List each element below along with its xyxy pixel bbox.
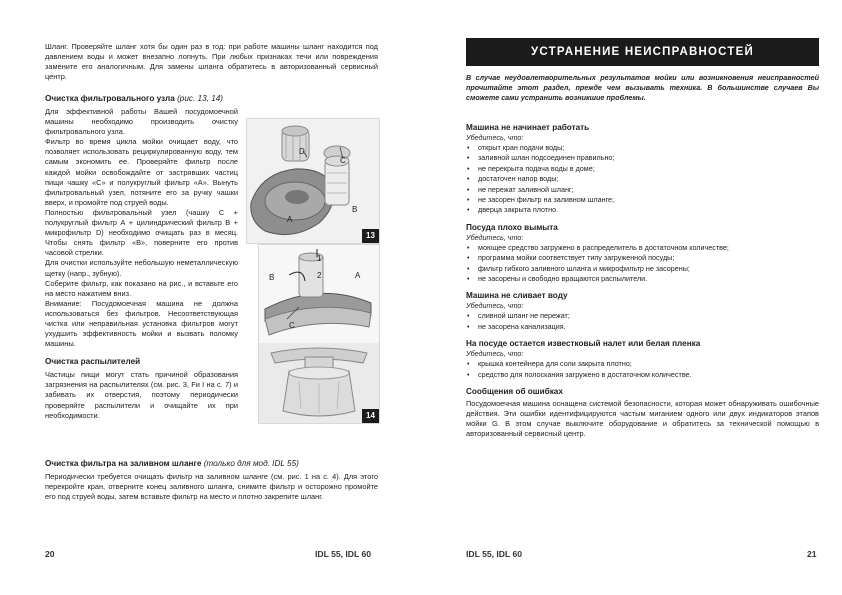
list-item: • программа мойки соответствует типу загруженной посуды;	[466, 253, 819, 263]
check-list	[466, 359, 819, 380]
fig14-label-1: 1	[317, 254, 322, 263]
figure-13-number: 13	[362, 229, 379, 243]
filter-heading-text: Очистка фильтровального узла	[45, 94, 175, 103]
left-footer-model: IDL 55, IDL 60	[315, 549, 372, 559]
section-heading: Машина не сливает воду	[466, 291, 568, 301]
errors-text: Посудомоечная машина оснащена системой безопасности, которая может обнаруживать ошибочные действия. Эти ошибки идентифицируются частым миганием одного или двух индикаторов этапов мойки G. В этом случае выключите оборудование и обратитесь за технической помощью в авторизованный сервисный центр.	[466, 399, 819, 439]
filter-text-1: Для эффективной работы Вашей посудомоечной машины необходимо производить очистку фильтровального узла.	[45, 107, 238, 137]
section-limescale	[466, 338, 819, 380]
section-no-drain	[466, 290, 819, 332]
hose-filter-heading-note: (только для мод. IDL 55)	[203, 459, 299, 468]
list-item: • открыт кран подачи воды;	[466, 143, 819, 153]
filter-text-2: Фильтр во время цикла мойки очищает воду, что позволяет использовать рециркулированную воду, тем самым экономить ее. Проверяйте фильтр после каждой мойки освобождайте от застрявших частиц пищи чашку «С» и полукруглый фильтр «А». Вынуть фильтровальный узел, потяните его за ручку чашки вверх, и промойте под струей воды.	[45, 137, 238, 207]
fig13-label-c: C	[340, 156, 346, 165]
list-item: • не засорена канализация.	[466, 322, 819, 332]
list-item: • крышка контейнера для соли закрыта плотно;	[466, 359, 819, 369]
section-poorly-washed	[466, 222, 819, 285]
section-heading: На посуде остается известковый налет или белая пленка	[466, 339, 701, 349]
fig14-label-c: C	[289, 321, 295, 330]
filter-text-4: Для очистки используйте небольшую неметаллическую щетку (напр., зубную).	[45, 258, 238, 278]
hose-filter-heading	[45, 458, 378, 469]
section-heading: Машина не начинает работать	[466, 123, 590, 132]
filter-cleaning-heading	[45, 93, 345, 104]
spray-arms-heading: Очистка распылителей	[45, 357, 141, 367]
section-check: Убедитесь, что:	[466, 349, 524, 359]
right-footer-model: IDL 55, IDL 60	[466, 549, 523, 559]
section-heading: Посуда плохо вымыта	[466, 222, 558, 232]
troubleshooting-sections	[466, 122, 819, 439]
left-page-number: 20	[45, 549, 55, 559]
section-not-starting	[466, 122, 819, 216]
section-check: Убедитесь, что:	[466, 301, 524, 311]
spray-arms-text: Частицы пищи могут стать причиной образования загрязнения на распылителях (см. рис. 3, Fи I на с. 7) и забивать их отверстия, поэтому периодически проверяйте распылители и очищайте их при необходимости.	[45, 370, 238, 420]
list-item: • моющее средство загружено в распределитель в достаточном количестве;	[466, 243, 819, 253]
check-list	[466, 311, 819, 332]
errors-heading: Сообщения об ошибках	[466, 387, 563, 397]
figure-13-photo	[246, 118, 380, 244]
fig14-label-2: 2	[317, 271, 322, 280]
filter-text-6: Внимание: Посудомоечная машина не должна использоваться без фильтров. Несоответствующая чистка или неправильная установка фильтров могут ухудшить эффективность мойки и вызвать поломку машины.	[45, 298, 238, 349]
right-page-number: 21	[807, 549, 817, 559]
list-item: • не пережат заливной шланг;	[466, 185, 819, 195]
filter-text-5: Соберите фильтр, как показано на рис., и вставьте его на место нажатием вниз.	[45, 278, 238, 298]
check-list	[466, 143, 819, 216]
filter-text-3: Полностью фильтровальный узел (чашку С + полукруглый фильтр А + цилиндрический фильтр В + микрофильтр D) необходимо очищать раз в месяц. Чтобы снять фильтр «В», поверните его против часовой стрелки.	[45, 207, 238, 258]
list-item: • средство для полоскания загружено в достаточном количестве.	[466, 370, 819, 380]
fig13-label-a: A	[287, 215, 293, 224]
figure-14-photo	[258, 244, 380, 424]
list-item: • заливной шлан подсоединен правильно;	[466, 153, 819, 163]
section-check: Убедитесь, что:	[466, 133, 524, 142]
fig13-label-b: B	[352, 205, 358, 214]
filter-assembly-illustration	[247, 119, 379, 243]
right-page	[421, 0, 842, 595]
hose-check-paragraph: Шланг. Проверяйте шланг хотя бы один раз в год: при работе машины шланг находится под давлением воды и может внезапно лопнуть. При любых признаках течи или повреждения замените его аналогичным. Для замены шланга обратитесь в авторизованный сервисный центр.	[45, 42, 378, 82]
list-item: • дверца закрыта плотно.	[466, 205, 819, 215]
hose-filter-heading-text: Очистка фильтра на заливном шланге	[45, 459, 202, 468]
filter-heading-ref: (рис. 13, 14)	[177, 94, 224, 103]
troubleshooting-intro: В случае неудовлетворительных результатов мойки или возникновения неисправностей прочитайте этот раздел, прежде чем вызывать техника. В большинстве случаев Вы сможете сами устранить возникшие проблемы.	[466, 73, 819, 102]
list-item: • не засорен фильтр на заливном шланге;	[466, 195, 819, 205]
fig13-label-d: D	[299, 147, 305, 156]
list-item: • не засорены и свободно вращаются распылители.	[466, 274, 819, 284]
fig14-label-b: B	[269, 273, 275, 282]
fig14-label-a: A	[355, 271, 361, 280]
section-check: Убедитесь, что:	[466, 232, 524, 242]
troubleshooting-title: УСТРАНЕНИЕ НЕИСПРАВНОСТЕЙ	[466, 38, 819, 66]
figure-14-number: 14	[362, 409, 379, 423]
list-item: • не перекрыта подача воды в доме;	[466, 164, 819, 174]
check-list	[466, 243, 819, 285]
section-error-messages	[466, 386, 819, 439]
list-item: • фильтр гибкого заливного шланга и микрофильтр не засорены;	[466, 264, 819, 274]
hose-filter-text: Периодически требуется очищать фильтр на заливном шланге (см. рис. 1 на с. 4). Для этого перекройте кран, отверните конец заливного шланга, снимите фильтр и осторожно промойте его под струей воды, затем вставьте фильтр на место и плотно закрепите шланг.	[45, 472, 378, 502]
list-item: • достаточен напор воды;	[466, 174, 819, 184]
filter-text-column	[45, 107, 238, 421]
list-item: • сливной шланг не пережат;	[466, 311, 819, 321]
